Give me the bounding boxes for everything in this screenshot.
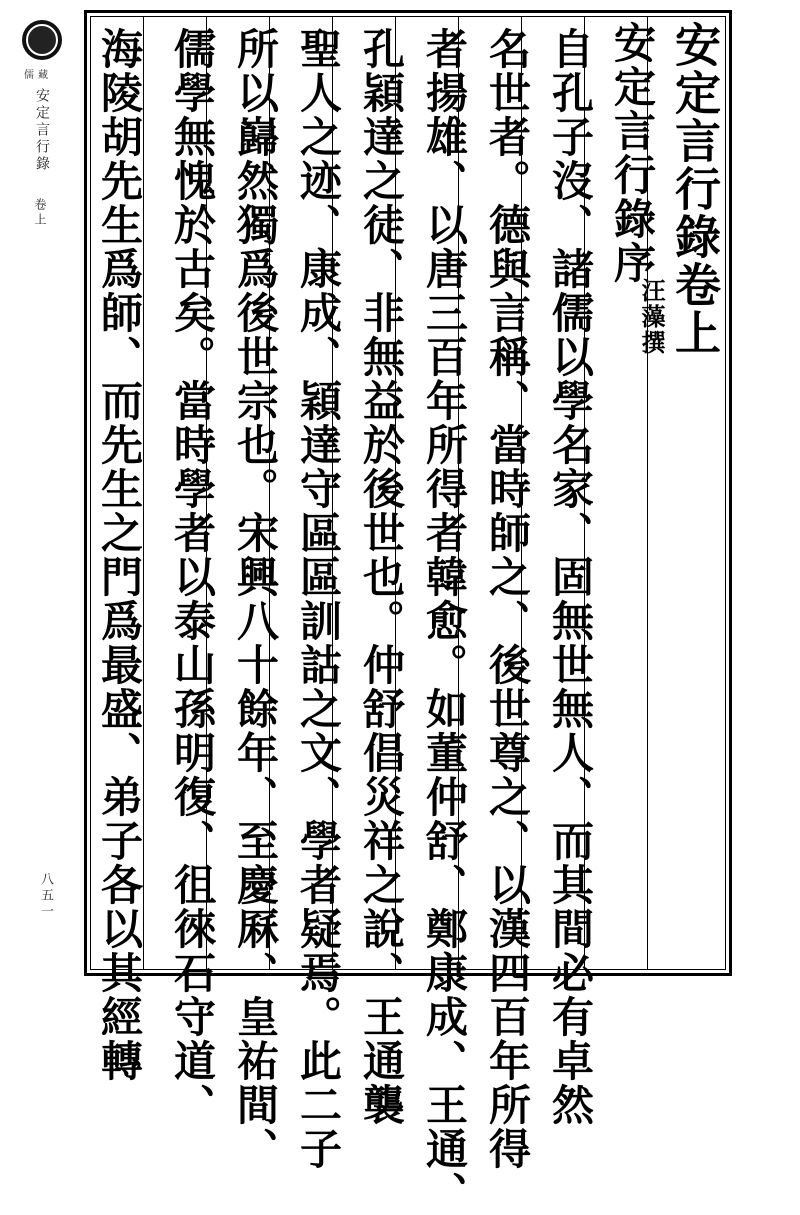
text-column-3: 者揚雄、以唐三百年所得者韓愈。如董仲舒、鄭康成、王通、 — [420, 27, 469, 1215]
text-column-8: 海陵胡先生爲師、而先生之門爲最盛、弟子各以其經轉 — [95, 27, 144, 1083]
page-number: 八五一 — [38, 872, 53, 920]
author-attribution: 汪藻撰 — [637, 278, 666, 356]
volume-title: 安定言行錄卷上 — [668, 21, 722, 357]
text-column-7: 儒學無愧於古矣。當時學者以泰山孫明復、徂徠石守道、 — [168, 27, 217, 1127]
text-column-6: 所以巋然獨爲後世宗也。宋興八十餘年、至慶厤、皇祐間、 — [231, 27, 280, 1171]
seal-label: 儒藏 — [24, 70, 52, 81]
margin-volume: 卷上 — [33, 198, 47, 228]
margin-book-title: 安定言行錄 — [34, 88, 50, 173]
text-frame — [84, 10, 732, 1215]
text-column-1: 自孔子沒、諸儒以學名家、固無世無人、而其間必有卓然 — [546, 27, 595, 1127]
preface-title: 安定言行錄序 — [608, 21, 657, 285]
text-column-5: 聖人之迹、康成、穎達守區區訓詁之文、學者疑焉。此二子 — [294, 27, 343, 1171]
text-column-4: 孔穎達之徒、非無益於後世也。仲舒倡災祥之說、王通襲 — [357, 27, 406, 1127]
text-column-2: 名世者。德與言稱、當時師之、後世尊之、以漢四百年所得 — [483, 27, 532, 1171]
library-seal-icon — [22, 20, 62, 60]
